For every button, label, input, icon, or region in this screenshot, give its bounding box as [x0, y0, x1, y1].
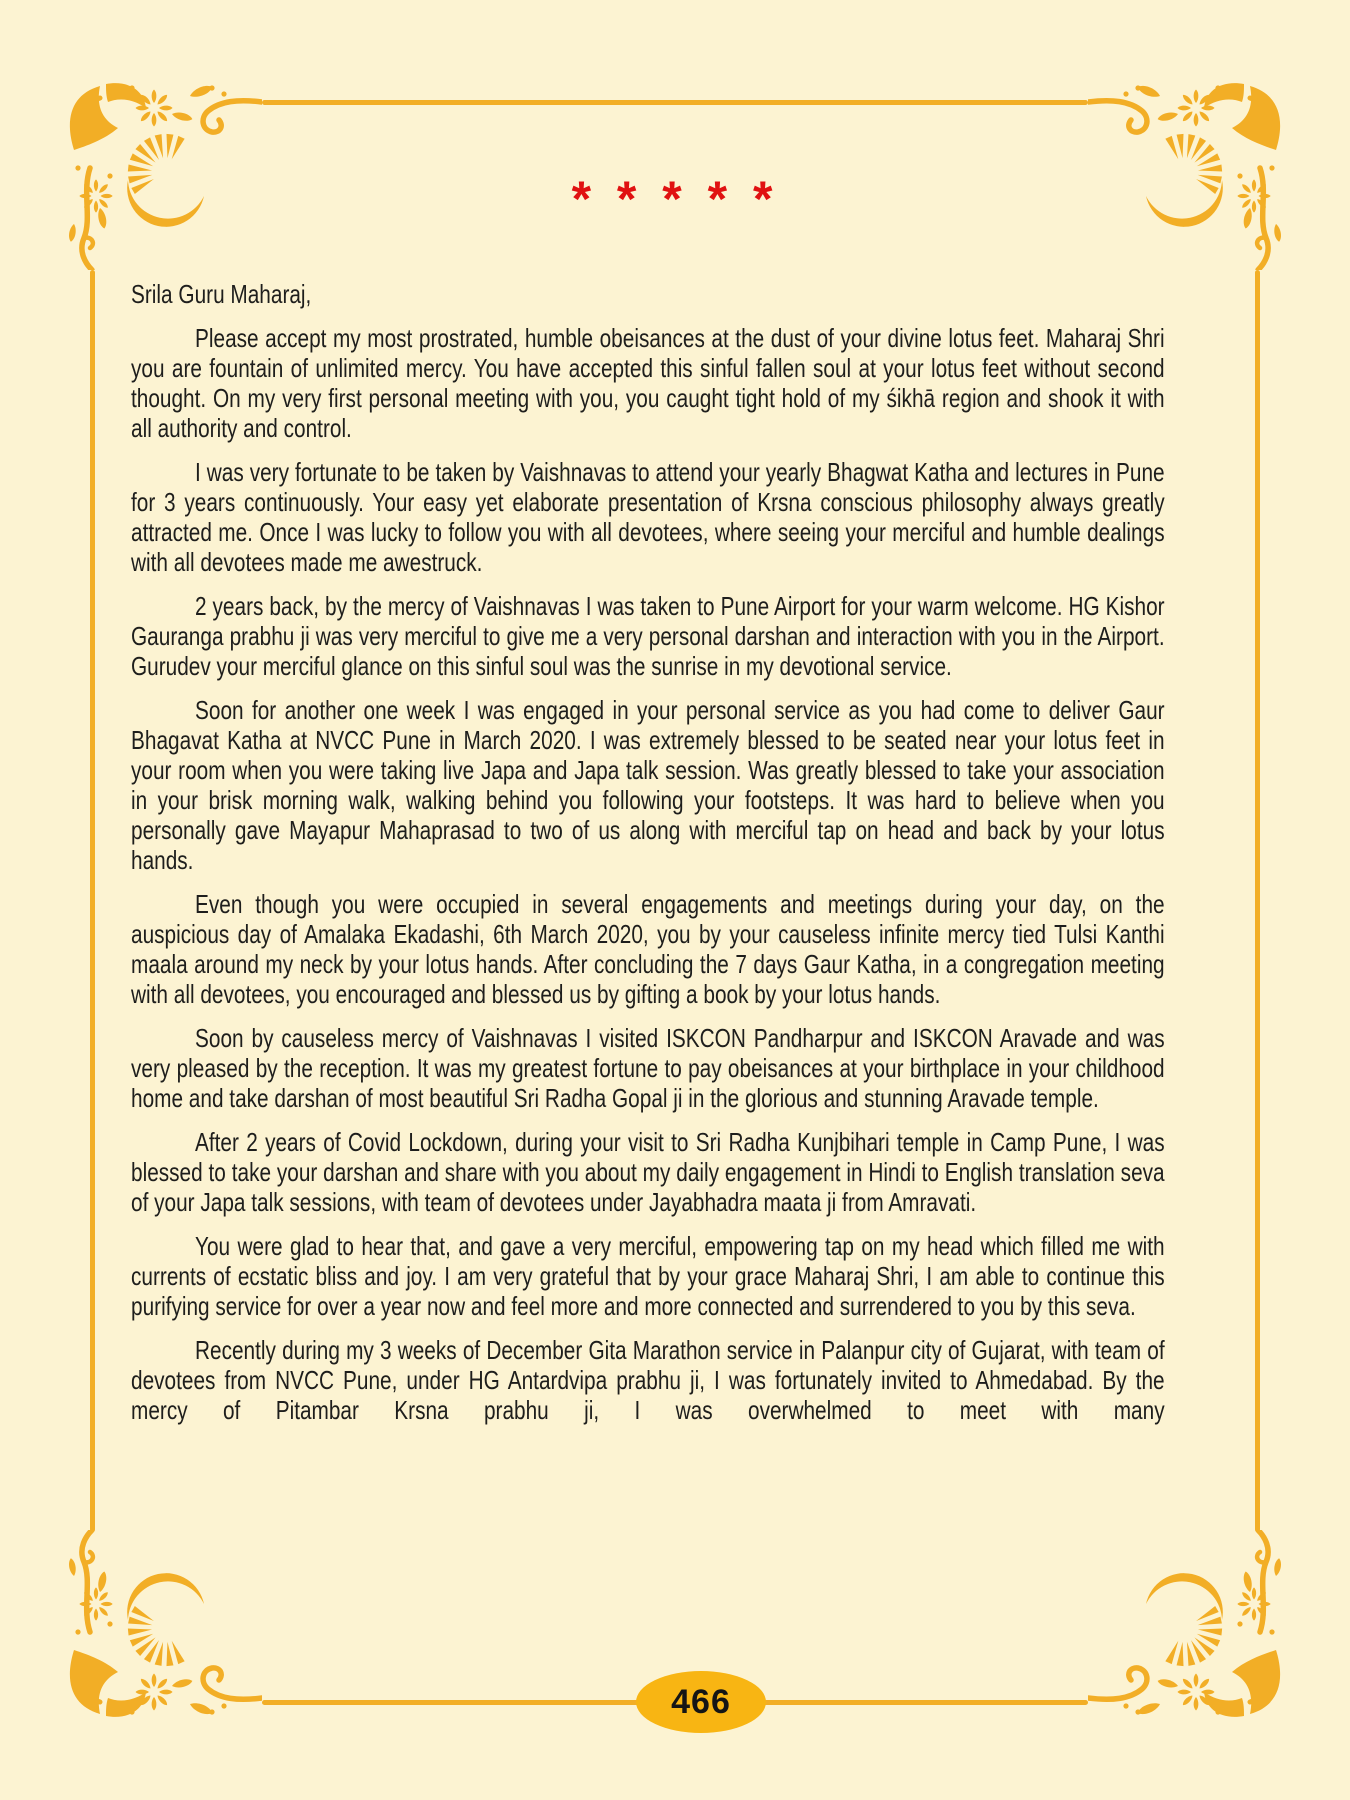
page-number: 466 [671, 1682, 731, 1721]
letter-paragraph: 2 years back, by the mercy of Vaishnavas I was taken to Pune Airport for your warm welcome. HG Kishor Gauranga prabhu ji was very merciful to give me a very personal darshan and interaction with you in the Airport. Gurudev your merciful glance on this sinful soul was the sunrise in my devotional service. [131, 591, 1165, 681]
letter-paragraph: Even though you were occupied in several engagements and meetings during your day, on the auspicious day of Amalaka Ekadashi, 6th March 2020, you by your causeless infinite mercy tied Tulsi Kanthi maala around my neck by your lotus hands. After concluding the 7 days Gaur Katha, in a congregation meeting with all devotees, you encouraged and blessed us by gifting a book by your lotus hands. [131, 889, 1165, 1009]
letter-salutation: Srila Guru Maharaj, [131, 279, 312, 309]
section-divider-asterisks: * * * * * [571, 171, 779, 227]
letter-paragraph: Soon for another one week I was engaged in your personal service as you had come to deliver Gaur Bhagavat Katha at NVCC Pune in March 2020. I was extremely blessed to be seated near your lotus feet in your room when you were taking live Japa and Japa talk session. Was greatly blessed to take your association in your brisk morning walk, walking behind you following your footsteps. It was hard to believe when you personally gave Mayapur Mahaprasad to two of us along with merciful tap on head and back by your lotus hands. [131, 695, 1165, 875]
border-line-right [1255, 270, 1260, 1532]
letter-paragraph: Soon by causeless mercy of Vaishnavas I visited ISKCON Pandharpur and ISKCON Aravade and was very pleased by the reception. It was my greatest fortune to pay obeisances at your birthplace in your childhood home and take darshan of most beautiful Sri Radha Gopal ji in the glorious and stunning Aravade temple. [131, 1023, 1165, 1113]
page-number-badge [636, 1671, 766, 1733]
letter-body [131, 279, 1165, 1439]
letter-paragraph: You were glad to hear that, and gave a very merciful, empowering tap on my head which filled me with currents of ecstatic bliss and joy. I am very grateful that by your grace Maharaj Shri, I am able to continue this purifying service for over a year now and feel more and more connected and surrendered to you by this seva. [131, 1231, 1165, 1321]
letter-paragraph: I was very fortunate to be taken by Vaishnavas to attend your yearly Bhagwat Katha and lectures in Pune for 3 years continuously. Your easy yet elaborate presentation of Krsna conscious philosophy always greatly attracted me. Once I was lucky to follow you with all devotees, where seeing your merciful and humble dealings with all devotees made me awestruck. [131, 457, 1165, 577]
letter-paragraph: After 2 years of Covid Lockdown, during your visit to Sri Radha Kunjbihari temple in Camp Pune, I was blessed to take your darshan and share with you about my daily engagement in Hindi to English translation seva of your Japa talk sessions, with team of devotees under Jayabhadra maata ji from Amravati. [131, 1127, 1165, 1217]
border-line-left [90, 270, 95, 1532]
floral-corner-ornament-icon [62, 1530, 262, 1720]
letter-paragraph: Recently during my 3 weeks of December Gita Marathon service in Palanpur city of Gujarat, with team of devotees from NVCC Pune, under HG Antardvipa prabhu ji, I was fortunately invited to Ahmedabad. By the mercy of Pitambar Krsna prabhu ji, I was overwhelmed to meet with many [131, 1335, 1165, 1425]
floral-corner-ornament-icon [1088, 1530, 1288, 1720]
border-line-top [262, 100, 1088, 105]
letter-paragraph: Please accept my most prostrated, humble obeisances at the dust of your divine lotus feet. Maharaj Shri you are fountain of unlimited mercy. You have accepted this sinful fallen soul at your lotus feet without second thought. On my very first personal meeting with you, you caught tight hold of my śikhā region and shook it with all authority and control. [131, 323, 1165, 443]
